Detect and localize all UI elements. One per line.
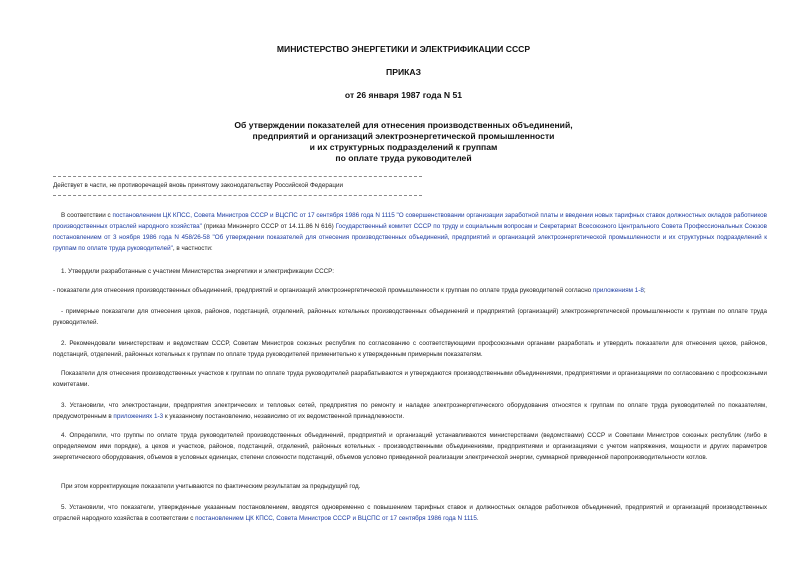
appendices-1-3-link[interactable]: приложениях 1-3 bbox=[113, 413, 164, 420]
preamble-text-3: , в частности: bbox=[172, 245, 213, 252]
item-1a bbox=[53, 285, 767, 296]
subject-line-4: по оплате труда руководителей bbox=[335, 153, 472, 163]
goskomtrud-resolution-link[interactable]: Государственный комитет СССР по труду и социальным вопросам и Секретариат Всесоюзного Центрального Совета Профессиональных Союзов постановлением от 3 ноября 1986 года N 458/26-58 "Об утверждении показателей для отнесения производственных объединений, предприятий и организаций электроэнергетической промышленности и их структурных подразделений к группам по оплате труда руководителей" bbox=[53, 223, 767, 252]
subject-line-3: и их структурных подразделений к группам bbox=[309, 142, 498, 152]
subject-line-2: предприятий и организаций электроэнергетической промышленности bbox=[252, 131, 555, 141]
order-date: от 26 января 1987 года N 51 bbox=[344, 90, 463, 100]
ministry-heading: МИНИСТЕРСТВО ЭНЕРГЕТИКИ И ЭЛЕКТРИФИКАЦИИ СССР bbox=[276, 44, 531, 54]
appendices-1-8-link[interactable]: приложениям 1-8 bbox=[592, 287, 644, 294]
item-3 bbox=[53, 400, 767, 422]
order-title: ПРИКАЗ bbox=[386, 67, 421, 77]
resolution-1115-link[interactable]: постановлением ЦК КПСС, Совета Министров СССР и ВЦСПС от 17 сентября 1986 года N 1115 "О совершенствовании организации заработной платы и введении новых тарифных ставок должностных окладов работников производственных отраслей народного хозяйства" bbox=[53, 212, 767, 230]
item-4b: При этом корректирующие показатели учитываются по фактическим результатам за предыдущий год. bbox=[61, 483, 361, 490]
divider-top bbox=[53, 176, 422, 177]
item-5-end: . bbox=[476, 515, 479, 522]
preamble-paragraph bbox=[53, 210, 767, 254]
item-1: 1. Утвердили разработанные с участием Министерства энергетики и электрификации СССР: bbox=[61, 268, 334, 275]
item-5-text: 5. Установили, что показатели, утвержденные указанным постановлением, вводятся одновременно с повышением тарифных ставок и должностных окладов работников объединений, предприятий и организаций производственных отраслей народного хозяйства в соответствии с bbox=[53, 504, 767, 522]
item-4: 4. Определили, что группы по оплате труда руководителей производственных объединений, предприятий и организаций устанавливаются министерствами (ведомствами) СССР и Советами Министров союзных республик (либо в определяемом ими порядке), а цехов и участков, районов, подстанций, отделений, районных котельных - производственными объединениями, предприятиями и организациями с учетом напряжения, мощности и других параметров энергетического оборудования, объемов в условных единицах, степени сложности подстанций, объемов условно приведенной реализации электрической энергии, суммарной приведенной паропроизводительности котлов. bbox=[53, 432, 767, 461]
status-note: Действует в части, не противоречащей вновь принятому законодательству Российской Федерации bbox=[53, 182, 343, 189]
item-2: 2. Рекомендовали министерствам и ведомствам СССР, Советам Министров союзных республик по согласованию с соответствующими профсоюзными органами разработать и утвердить показатели для отнесения цехов, районов, подстанций, отделений, районных котельных к группам по оплате труда руководителей применительно к утвержденным примерным показателям. bbox=[53, 340, 767, 358]
item-1b: - примерные показатели для отнесения цехов, районов, подстанций, отделений, районных котельных производственных объединений и предприятий (организаций) электроэнергетической промышленности к группам по оплате труда руководителей. bbox=[53, 308, 767, 326]
resolution-1115-link-2[interactable]: постановлением ЦК КПСС, Совета Министров СССР и ВЦСПС от 17 сентября 1986 года N 1115 bbox=[195, 515, 477, 522]
preamble-text-1: В соответствии с bbox=[61, 212, 113, 219]
divider-bottom bbox=[53, 195, 422, 196]
subject-line-1: Об утверждении показателей для отнесения производственных объединений, bbox=[234, 120, 573, 130]
item-5 bbox=[53, 502, 767, 524]
preamble-text-2: (приказ Минэнерго СССР от 14.11.86 N 616) bbox=[201, 223, 336, 230]
item-3-text: 3. Установили, что электростанции, предприятия электрических и тепловых сетей, предприятия по ремонту и наладке электроэнергетического оборудования относятся к группам по оплате труда руководителей по показателям, предусмотренным в bbox=[53, 402, 767, 420]
item-3-end: к указанному постановлению, независимо от их ведомственной принадлежности. bbox=[163, 413, 405, 420]
item-1a-text: - показатели для отнесения производственных объединений, предприятий и организаций электроэнергетической промышленности к группам по оплате труда руководителей согласно bbox=[53, 287, 593, 294]
item-1a-end: ; bbox=[643, 287, 646, 294]
item-2b: Показатели для отнесения производственных участков к группам по оплате труда руководителей разрабатываются и утверждаются производственными объединениями, предприятиями и организациями по согласованию с профсоюзными комитетами. bbox=[53, 370, 767, 388]
